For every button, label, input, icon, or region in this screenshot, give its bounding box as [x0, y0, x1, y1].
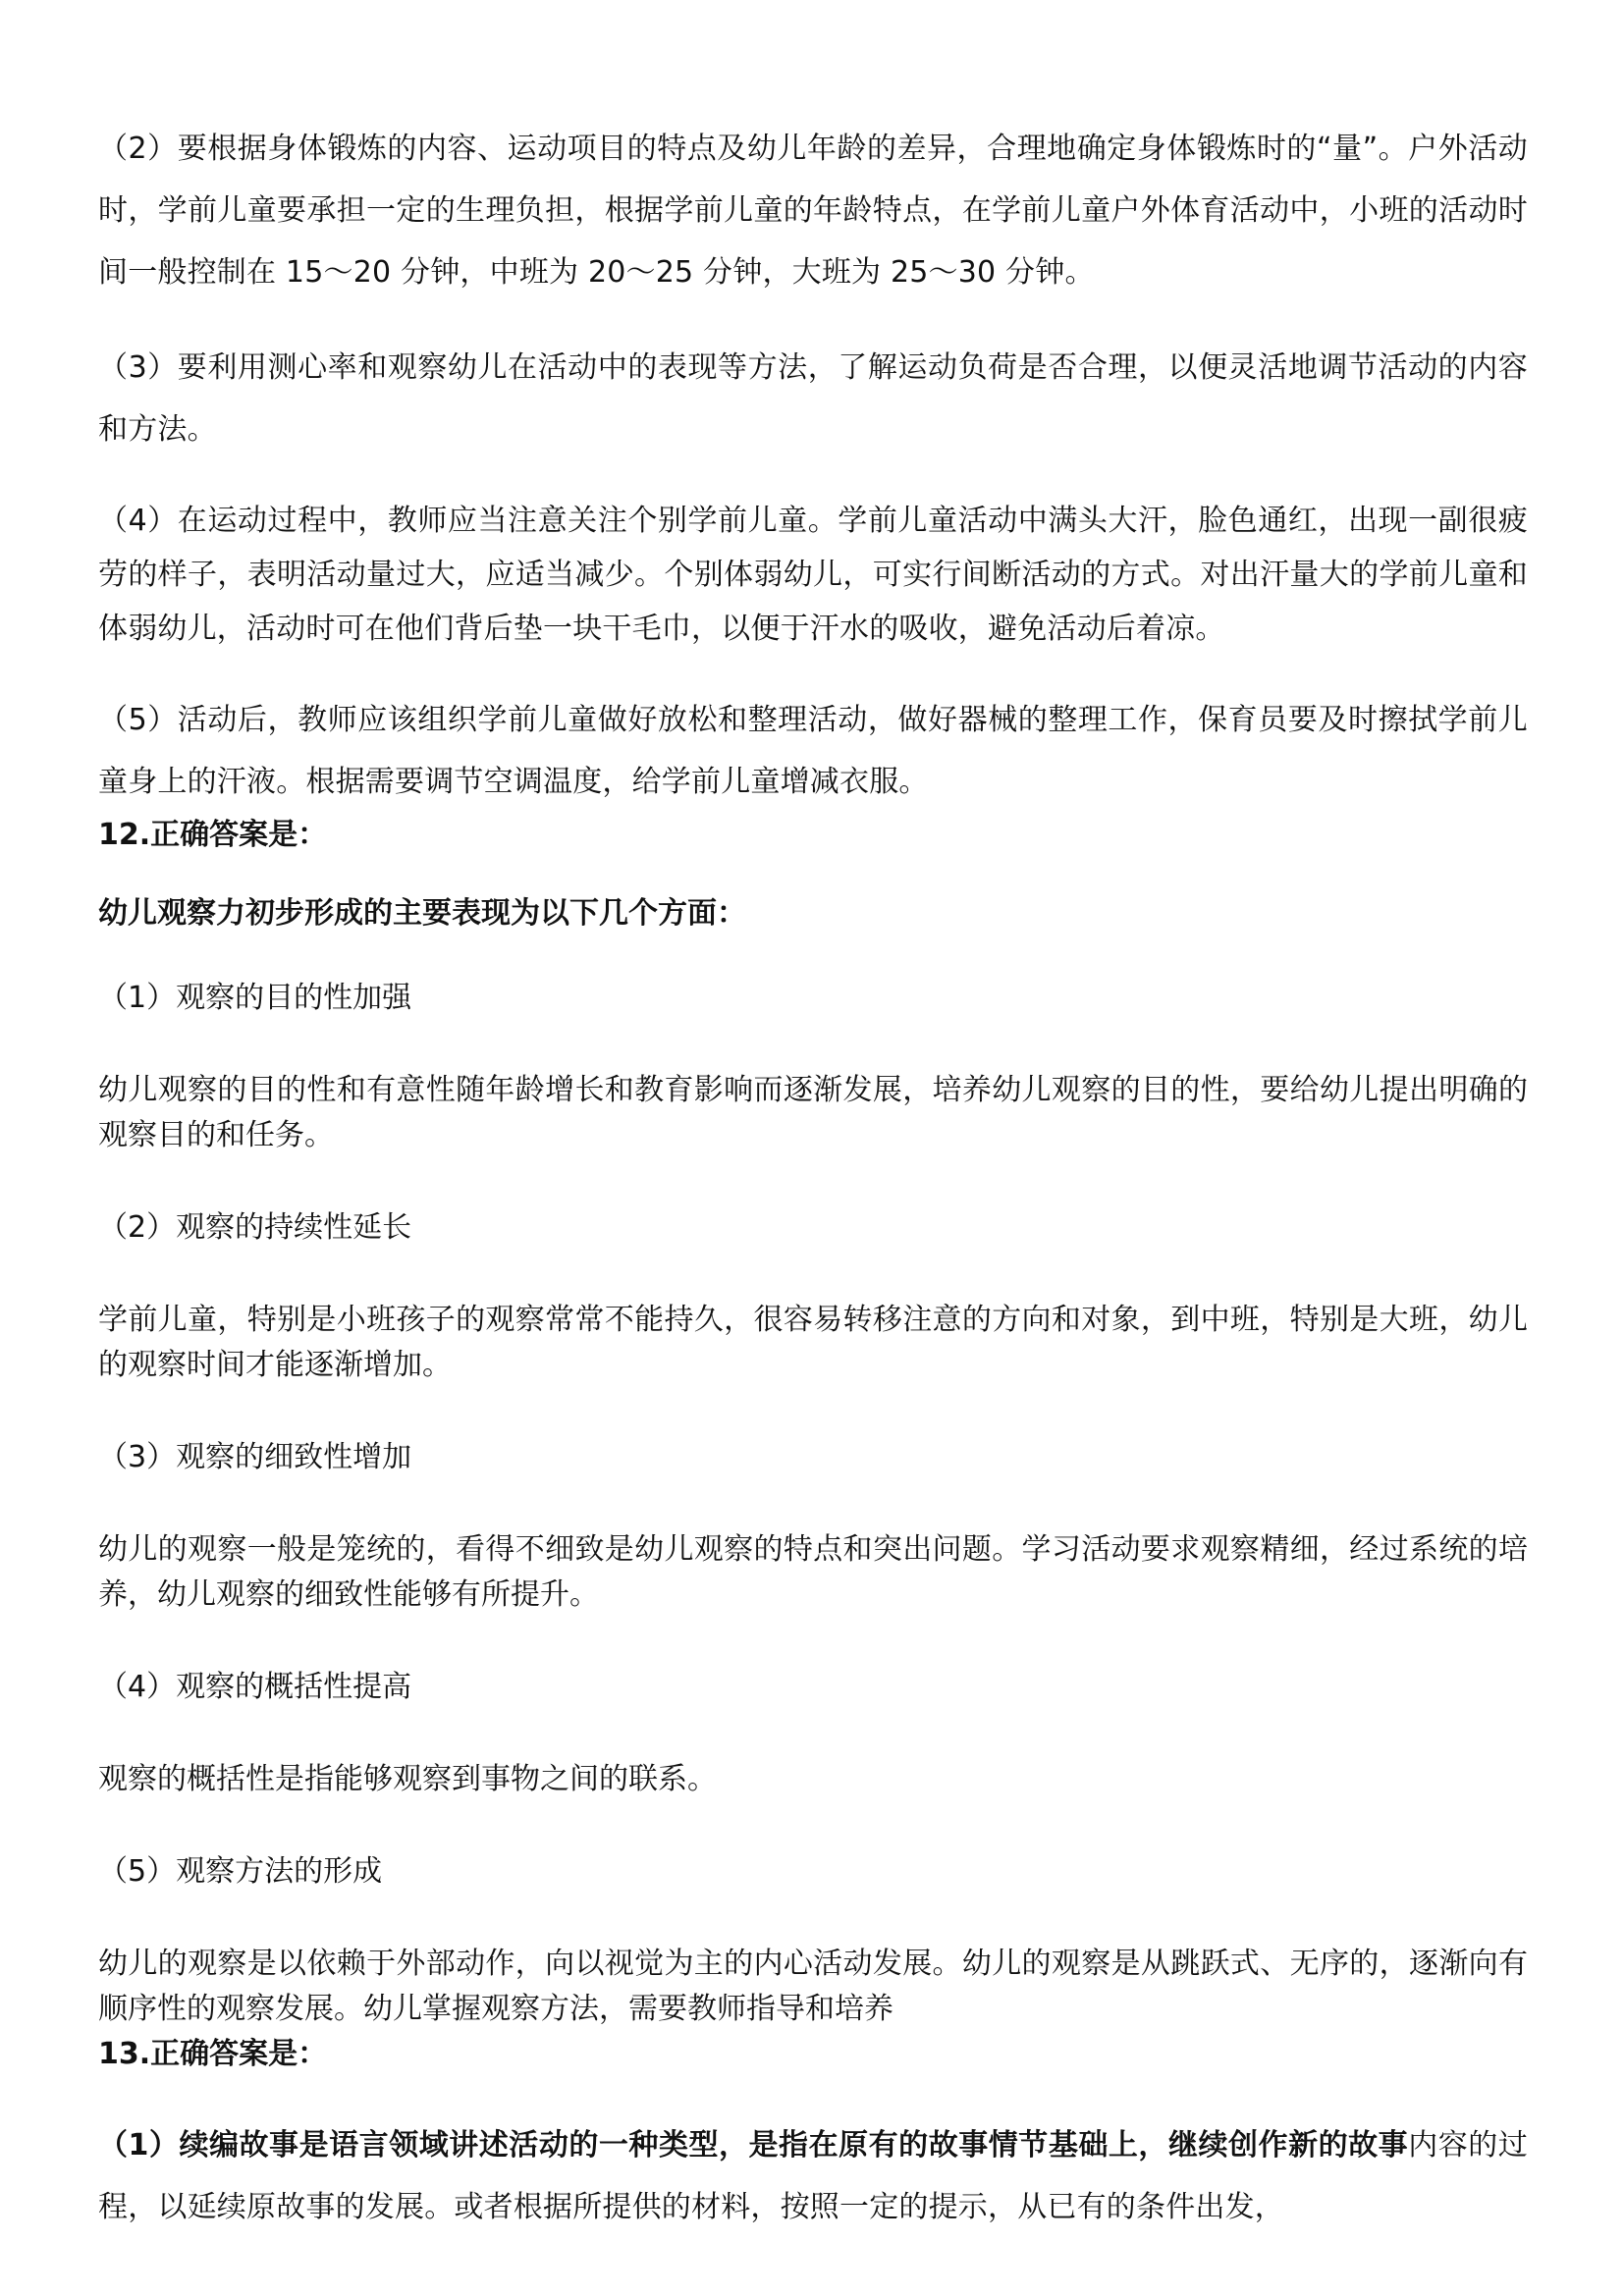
q12-item-2-title: （2）观察的持续性延长 [98, 1210, 412, 1245]
q13-paragraph-1-rest: 内容的过程，以延续原故事的发展。或者根据所提供的材料，按照一定的提示，从已有的条件出发， [98, 2128, 1528, 2224]
paragraph-11-3: （3）要利用测心率和观察幼儿在活动中的表现等方法，了解运动负荷是否合理，以便灵活地调节活动的内容和方法。 [98, 350, 1528, 447]
q12-item-5-title: （5）观察方法的形成 [98, 1854, 383, 1889]
q12-intro: 幼儿观察力初步形成的主要表现为以下几个方面： [98, 896, 746, 931]
paragraph-11-2: （2）要根据身体锻炼的内容、运动项目的特点及幼儿年龄的差异，合理地确定身体锻炼时的“量”。户外活动时，学前儿童要承担一定的生理负担，根据学前儿童的年龄特点，在学前儿童户外体育活动中，小班的活动时间一般控制在 15～20 分钟，中班为 20～25 分钟，大班为 25～30 分钟。 [98, 132, 1528, 290]
answer-heading-13: 13.正确答案是： [98, 2037, 328, 2071]
q12-item-3-title: （3）观察的细致性增加 [98, 1440, 412, 1474]
paragraph-11-5: （5）活动后，教师应该组织学前儿童做好放松和整理活动，做好器械的整理工作，保育员要及时擦拭学前儿童身上的汗液。根据需要调节空调温度，给学前儿童增减衣服。 [98, 703, 1528, 799]
q13-paragraph-1-bold: （1）续编故事是语言领域讲述活动的一种类型，是指在原有的故事情节基础上，继续创作新的故事 [98, 2128, 1409, 2163]
answer-heading-12: 12.正确答案是： [98, 818, 328, 852]
q12-item-1-title: （1）观察的目的性加强 [98, 981, 412, 1015]
q13-paragraph-1 [98, 2114, 1528, 2238]
q12-item-1-body: 幼儿观察的目的性和有意性随年龄增长和教育影响而逐渐发展，培养幼儿观察的目的性，要给幼儿提出明确的观察目的和任务。 [98, 1073, 1528, 1152]
q12-item-4-title: （4）观察的概括性提高 [98, 1670, 412, 1704]
q12-item-2-body: 学前儿童，特别是小班孩子的观察常常不能持久，很容易转移注意的方向和对象，到中班，特别是大班，幼儿的观察时间才能逐渐增加。 [98, 1303, 1528, 1382]
q12-item-4-body: 观察的概括性是指能够观察到事物之间的联系。 [98, 1762, 717, 1796]
paragraph-11-4: （4）在运动过程中，教师应当注意关注个别学前儿童。学前儿童活动中满头大汗，脸色通红，出现一副很疲劳的样子，表明活动量过大，应适当减少。个别体弱幼儿，可实行间断活动的方式。对出汗量大的学前儿童和体弱幼儿，活动时可在他们背后垫一块干毛巾，以便于汗水的吸收，避免活动后着凉。 [98, 504, 1528, 646]
q12-item-3-body: 幼儿的观察一般是笼统的，看得不细致是幼儿观察的特点和突出问题。学习活动要求观察精细，经过系统的培养，幼儿观察的细致性能够有所提升。 [98, 1532, 1528, 1612]
q12-item-5-body: 幼儿的观察是以依赖于外部动作，向以视觉为主的内心活动发展。幼儿的观察是从跳跃式、无序的，逐渐向有顺序性的观察发展。幼儿掌握观察方法，需要教师指导和培养 [98, 1947, 1528, 2026]
document-page [98, 118, 1528, 2271]
